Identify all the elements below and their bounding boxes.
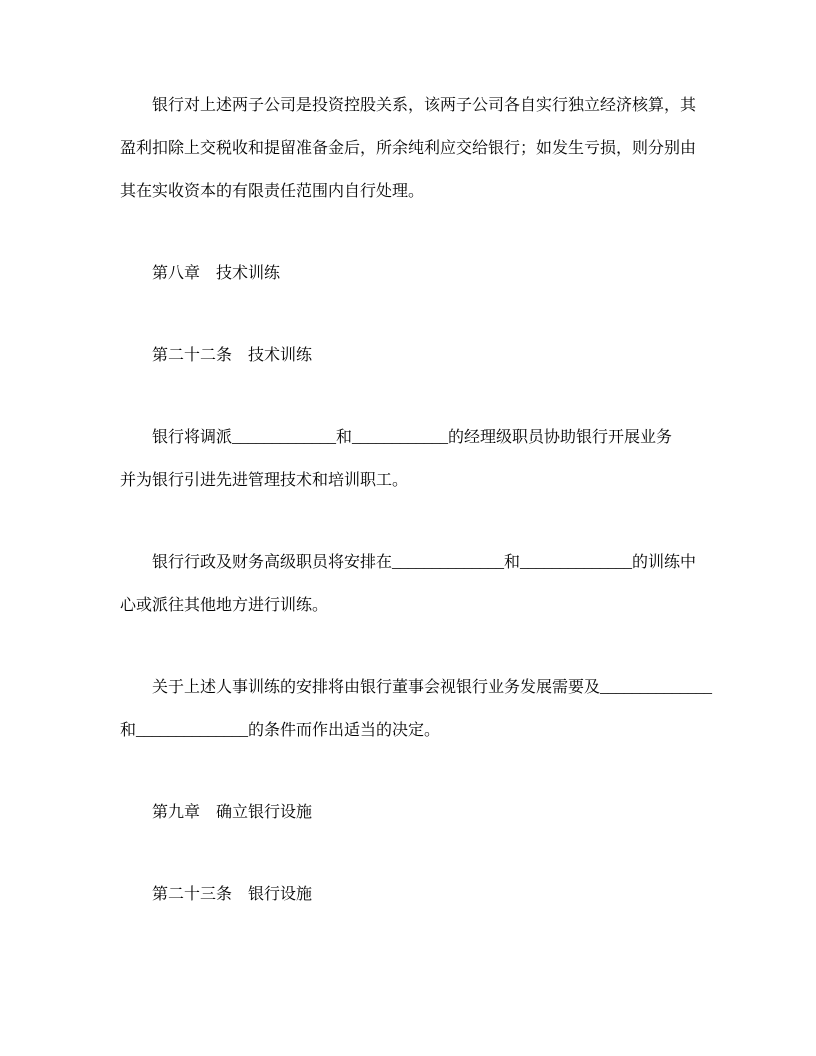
text-line: 和______________的条件而作出适当的决定。 bbox=[120, 722, 441, 739]
text-line: 心或派往其他地方进行训练。 bbox=[120, 597, 329, 614]
document-content bbox=[120, 84, 713, 955]
text-line: 盈利扣除上交税收和提留准备金后，所余纯利应交给银行；如发生亏损，则分别由 bbox=[120, 140, 697, 157]
text-line: 第二十三条 银行设施 bbox=[152, 886, 313, 903]
chapter-9-heading bbox=[120, 791, 696, 834]
text-line: 银行将调派_____________和____________的经理级职员协助银行开展业务 bbox=[152, 429, 673, 446]
paragraph-secondment bbox=[120, 416, 696, 502]
text-line: 其在实收资本的有限责任范围内自行处理。 bbox=[120, 183, 425, 200]
text-line: 第二十二条 技术训练 bbox=[152, 347, 313, 364]
paragraph-training-centers bbox=[120, 541, 696, 627]
text-line: 并为银行引进先进管理技术和培训职工。 bbox=[120, 472, 409, 489]
text-line: 第八章 技术训练 bbox=[152, 265, 281, 282]
article-23-heading bbox=[120, 873, 696, 916]
chapter-8-heading bbox=[120, 252, 696, 295]
text-line: 关于上述人事训练的安排将由银行董事会视银行业务发展需要及______________ bbox=[152, 679, 713, 696]
text-line: 银行对上述两子公司是投资控股关系，该两子公司各自实行独立经济核算，其 bbox=[152, 97, 697, 114]
text-line: 银行行政及财务高级职员将安排在______________和______________的训练中 bbox=[152, 554, 697, 571]
paragraph-training-decision bbox=[120, 666, 713, 752]
article-22-heading bbox=[120, 334, 696, 377]
paragraph-subsidiaries-accounting bbox=[120, 84, 696, 213]
text-line: 第九章 确立银行设施 bbox=[152, 804, 313, 821]
